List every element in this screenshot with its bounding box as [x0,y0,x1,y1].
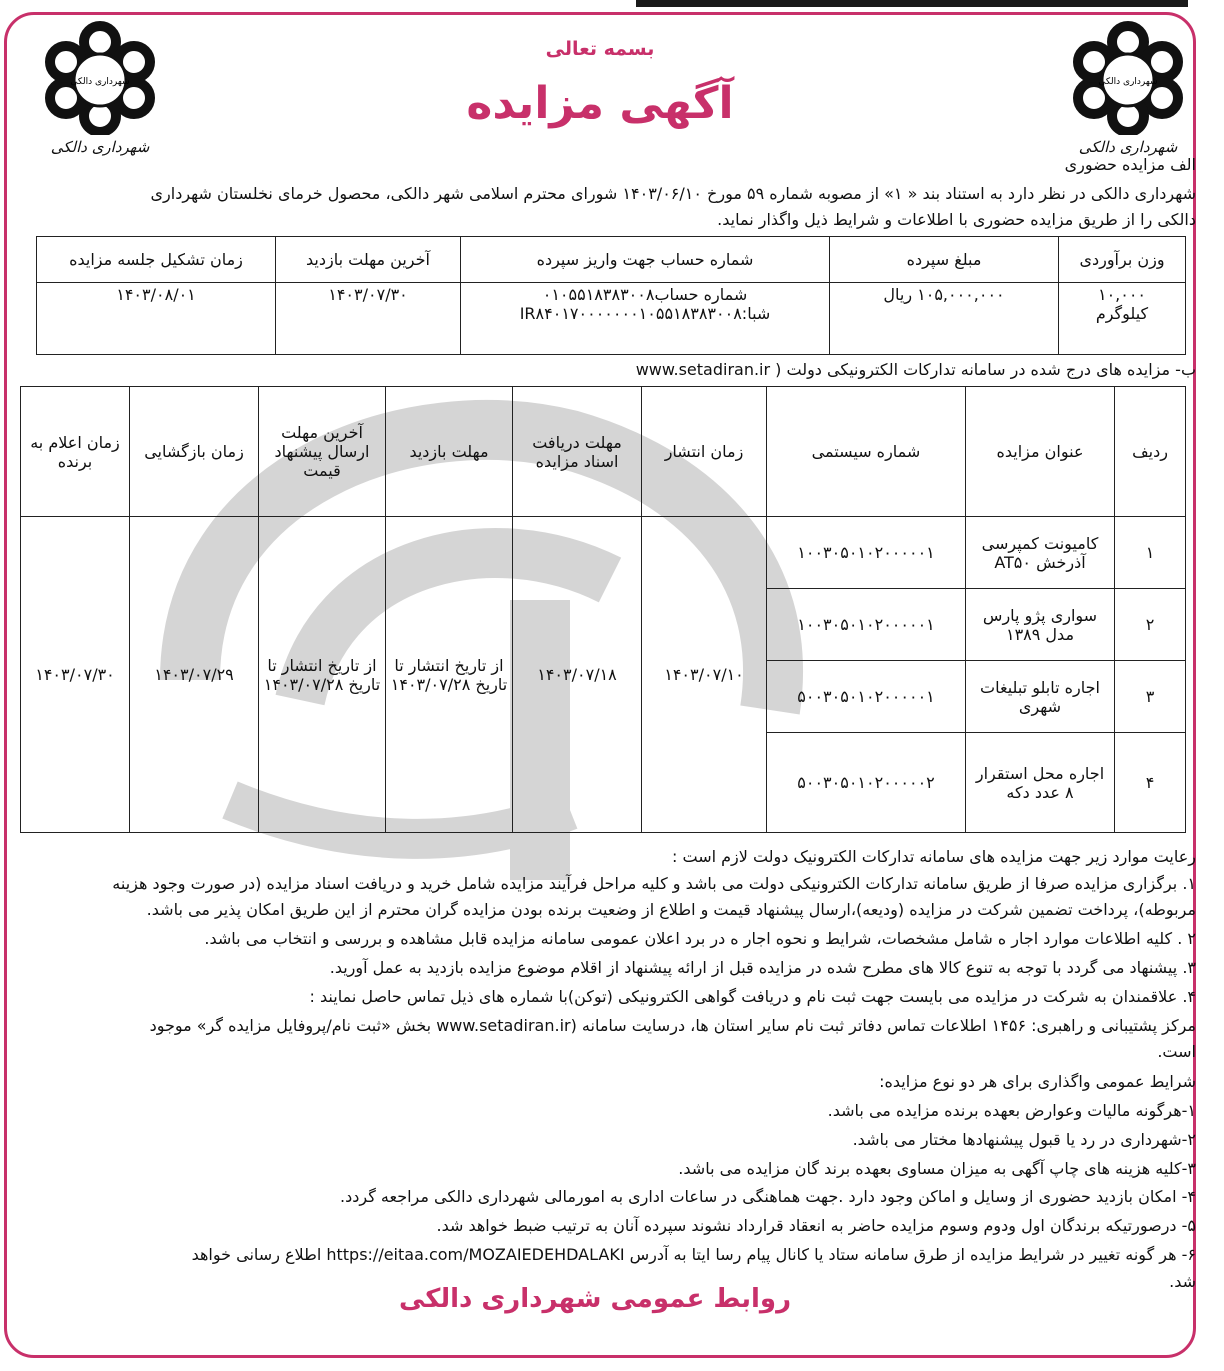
table-header: ردیف [1115,387,1186,517]
opening-time: ۱۴۰۳/۰۷/۲۹ [130,517,259,833]
table-header: آخرین مهلت بازدید [276,237,461,283]
condition-item: ۶- هر گونه تغییر در شرایط مزایده از طرق سامانه ستاد یا کانال پیام رسا ایتا به آدرس https://eitaa.com/MOZAIEDEHDALAKI اطلاع رسانی خواهد [191,1245,1196,1264]
system-number: ۵۰۰۳۰۵۰۱۰۲۰۰۰۰۰۲ [767,733,966,833]
row-number: ۱ [1115,517,1186,589]
table-header: مبلغ سپرده [830,237,1059,283]
winner-announcement-time: ۱۴۰۳/۰۷/۳۰ [21,517,130,833]
notes-line: است. [1157,1042,1196,1061]
bismillah: بسمه تعالی [545,38,655,60]
notes-line: ۴. علاقمندان به شرکت در مزایده می بایست جهت ثبت نام و دریافت گواهی الکترونیکی (توکن)با شماره های ذیل تماس حاصل نمایند : [309,987,1196,1006]
row-number: ۴ [1115,733,1186,833]
section-b-heading: ب- مزایده های درج شده در سامانه تدارکات الکترونیکی دولت ( www.setadiran.ir [635,360,1196,379]
section-a-heading: الف مزایده حضوری [1064,155,1196,174]
footer-signature: روابط عمومی شهرداری دالکی [398,1284,792,1314]
deposit-amount: ۱۰۵,۰۰۰,۰۰۰ ریال [830,283,1059,355]
system-number: ۵۰۰۳۰۵۰۱۰۲۰۰۰۰۰۱ [767,661,966,733]
auction-title: اجاره محل استقرار ۸ عدد دکه [966,733,1115,833]
system-number: ۱۰۰۳۰۵۰۱۰۲۰۰۰۰۰۱ [767,517,966,589]
table-header: زمان بازگشایی [130,387,259,517]
documents-deadline: ۱۴۰۳/۰۷/۱۸ [513,517,642,833]
intro-paragraph-line-1: شهرداری دالکی در نظر دارد به استناد بند « ۱» از مصوبه شماره ۵۹ مورخ ۱۴۰۳/۰۶/۱۰ شورای محترم اسلامی شهر دالکی، محصول خرمای نخلستان شهرداری [150,184,1196,203]
row-number: ۲ [1115,589,1186,661]
logo-caption: شهرداری دالکی [1078,138,1178,156]
system-number: ۱۰۰۳۰۵۰۱۰۲۰۰۰۰۰۱ [767,589,966,661]
weight-value: ۱۰,۰۰۰ [1097,285,1147,304]
table-header: مهلت دریافت اسناد مزایده [513,387,642,517]
notes-line: ۳. پیشنهاد می گردد با توجه به تنوع کالا های مطرح شده در مزایده قبل از ارائه پیشنهاد از اقلام موضوع مزایده بازدید به عمل آورید. [329,958,1196,977]
table-header: آخرین مهلت ارسال پیشنهاد قیمت [259,387,386,517]
notes-line: ۱. برگزاری مزایده صرفا از طریق سامانه تدارکات الکترونیکی دولت می باشد و کلیه مراحل فرآیند مزایده شامل خرید و دریافت اسناد مزایده (در صورت وجود هزینه [112,874,1196,893]
weight-unit: کیلوگرم [1095,304,1149,323]
visit-deadline: ۱۴۰۳/۰۷/۳۰ [276,283,461,355]
sheba-number: شبا:IR۸۴۰۱۷۰۰۰۰۰۰۰۱۰۵۵۱۸۳۸۳۰۰۸ [519,304,771,323]
row-number: ۳ [1115,661,1186,733]
conditions-title: شرایط عمومی واگذاری برای هر دو نوع مزایده: [879,1072,1196,1091]
notes-line: مرکز پشتیبانی و راهبری: ۱۴۵۶ اطلاعات تماس دفاتر ثبت نام سایر استان ها، درسایت سامانه (www.setadiran.ir بخش «ثبت نام/پروفایل مزایده گر» موجود [149,1016,1196,1035]
condition-item: ۳-کلیه هزینه های چاپ آگهی به میزان مساوی بعهده برند گان مزایده می باشد. [678,1159,1196,1178]
condition-item: ۴- امکان بازدید حضوری از وسایل و اماکن وجود دارد .جهت هماهنگی در ساعات اداری به امورمالی شهرداری دالکی مراجعه گردد. [340,1187,1196,1206]
publish-time: ۱۴۰۳/۰۷/۱۰ [642,517,767,833]
table-header: شماره سیستمی [767,387,966,517]
table-header: شماره حساب جهت واریز سپرده [461,237,830,283]
table-header: عنوان مزایده [966,387,1115,517]
auction-title: اجاره تابلو تبلیغات شهری [966,661,1115,733]
condition-item: ۵- درصورتیکه برندگان اول ودوم وسوم مزایده حاضر به انعقاد قرارداد نشوند سپرده آنان به ترتیب ضبط خواهد شد. [436,1216,1196,1235]
table-header: زمان انتشار [642,387,767,517]
condition-item: شد. [1169,1272,1196,1291]
table-header: مهلت بازدید [386,387,513,517]
table-row [21,517,1186,589]
page-title: آگهی مزایده [466,78,734,129]
table-header: زمان تشکیل جلسه مزایده [37,237,276,283]
table-header: وزن برآوردی [1059,237,1186,283]
notes-line: رعایت موارد زیر جهت مزایده های سامانه تدارکات الکترونیک دولت لازم است : [672,847,1196,866]
auction-title: کامیونت کمپرسی آذرخش AT۵۰ [966,517,1115,589]
weight-cell [1059,283,1186,355]
intro-paragraph-line-2: دالکی را از طریق مزایده حضوری با اطلاعات و شرایط ذیل واگذار نماید. [717,210,1196,229]
electronic-auctions-table [20,386,1186,833]
condition-item: ۱-هرگونه مالیات وعوارض بعهده برنده مزایده می باشد. [827,1101,1196,1120]
account-cell [461,283,830,355]
logo-caption: شهرداری دالکی [50,138,150,156]
logo-text: شهرداری دالکی [1098,77,1158,87]
auction-title: سواری پژو پارس مدل ۱۳۸۹ [966,589,1115,661]
top-bar [636,0,1188,7]
offer-deadline-range: از تاریخ انتشار تا تاریخ ۱۴۰۳/۰۷/۲۸ [259,517,386,833]
account-number: شماره حساب۰۱۰۵۵۱۸۳۸۳۰۰۸ [542,285,748,304]
visit-deadline-range: از تاریخ انتشار تا تاریخ ۱۴۰۳/۰۷/۲۸ [386,517,513,833]
table-header: زمان اعلام به برنده [21,387,130,517]
condition-item: ۲-شهرداری در رد یا قبول پیشنهادها مختار می باشد. [852,1130,1196,1149]
notes-line: ۲ . کلیه اطلاعات موارد اجار ه شامل مشخصات، شرایط و نحوه اجار ه در برد اعلان عمومی سامانه مزایده قابل مشاهده و بررسی و انتخاب می باشد. [204,929,1196,948]
logo-text: شهرداری دالکی [70,77,130,87]
in-person-auction-table [36,236,1186,355]
session-time: ۱۴۰۳/۰۸/۰۱ [37,283,276,355]
notes-line: مربوطه)، پرداخت تضمین شرکت در مزایده (ودیعه)،ارسال پیشنهاد قیمت و اطلاع از وضعیت برنده بودن مزایده گران محترم از این طریق امکان پذیر می باشد. [146,900,1196,919]
